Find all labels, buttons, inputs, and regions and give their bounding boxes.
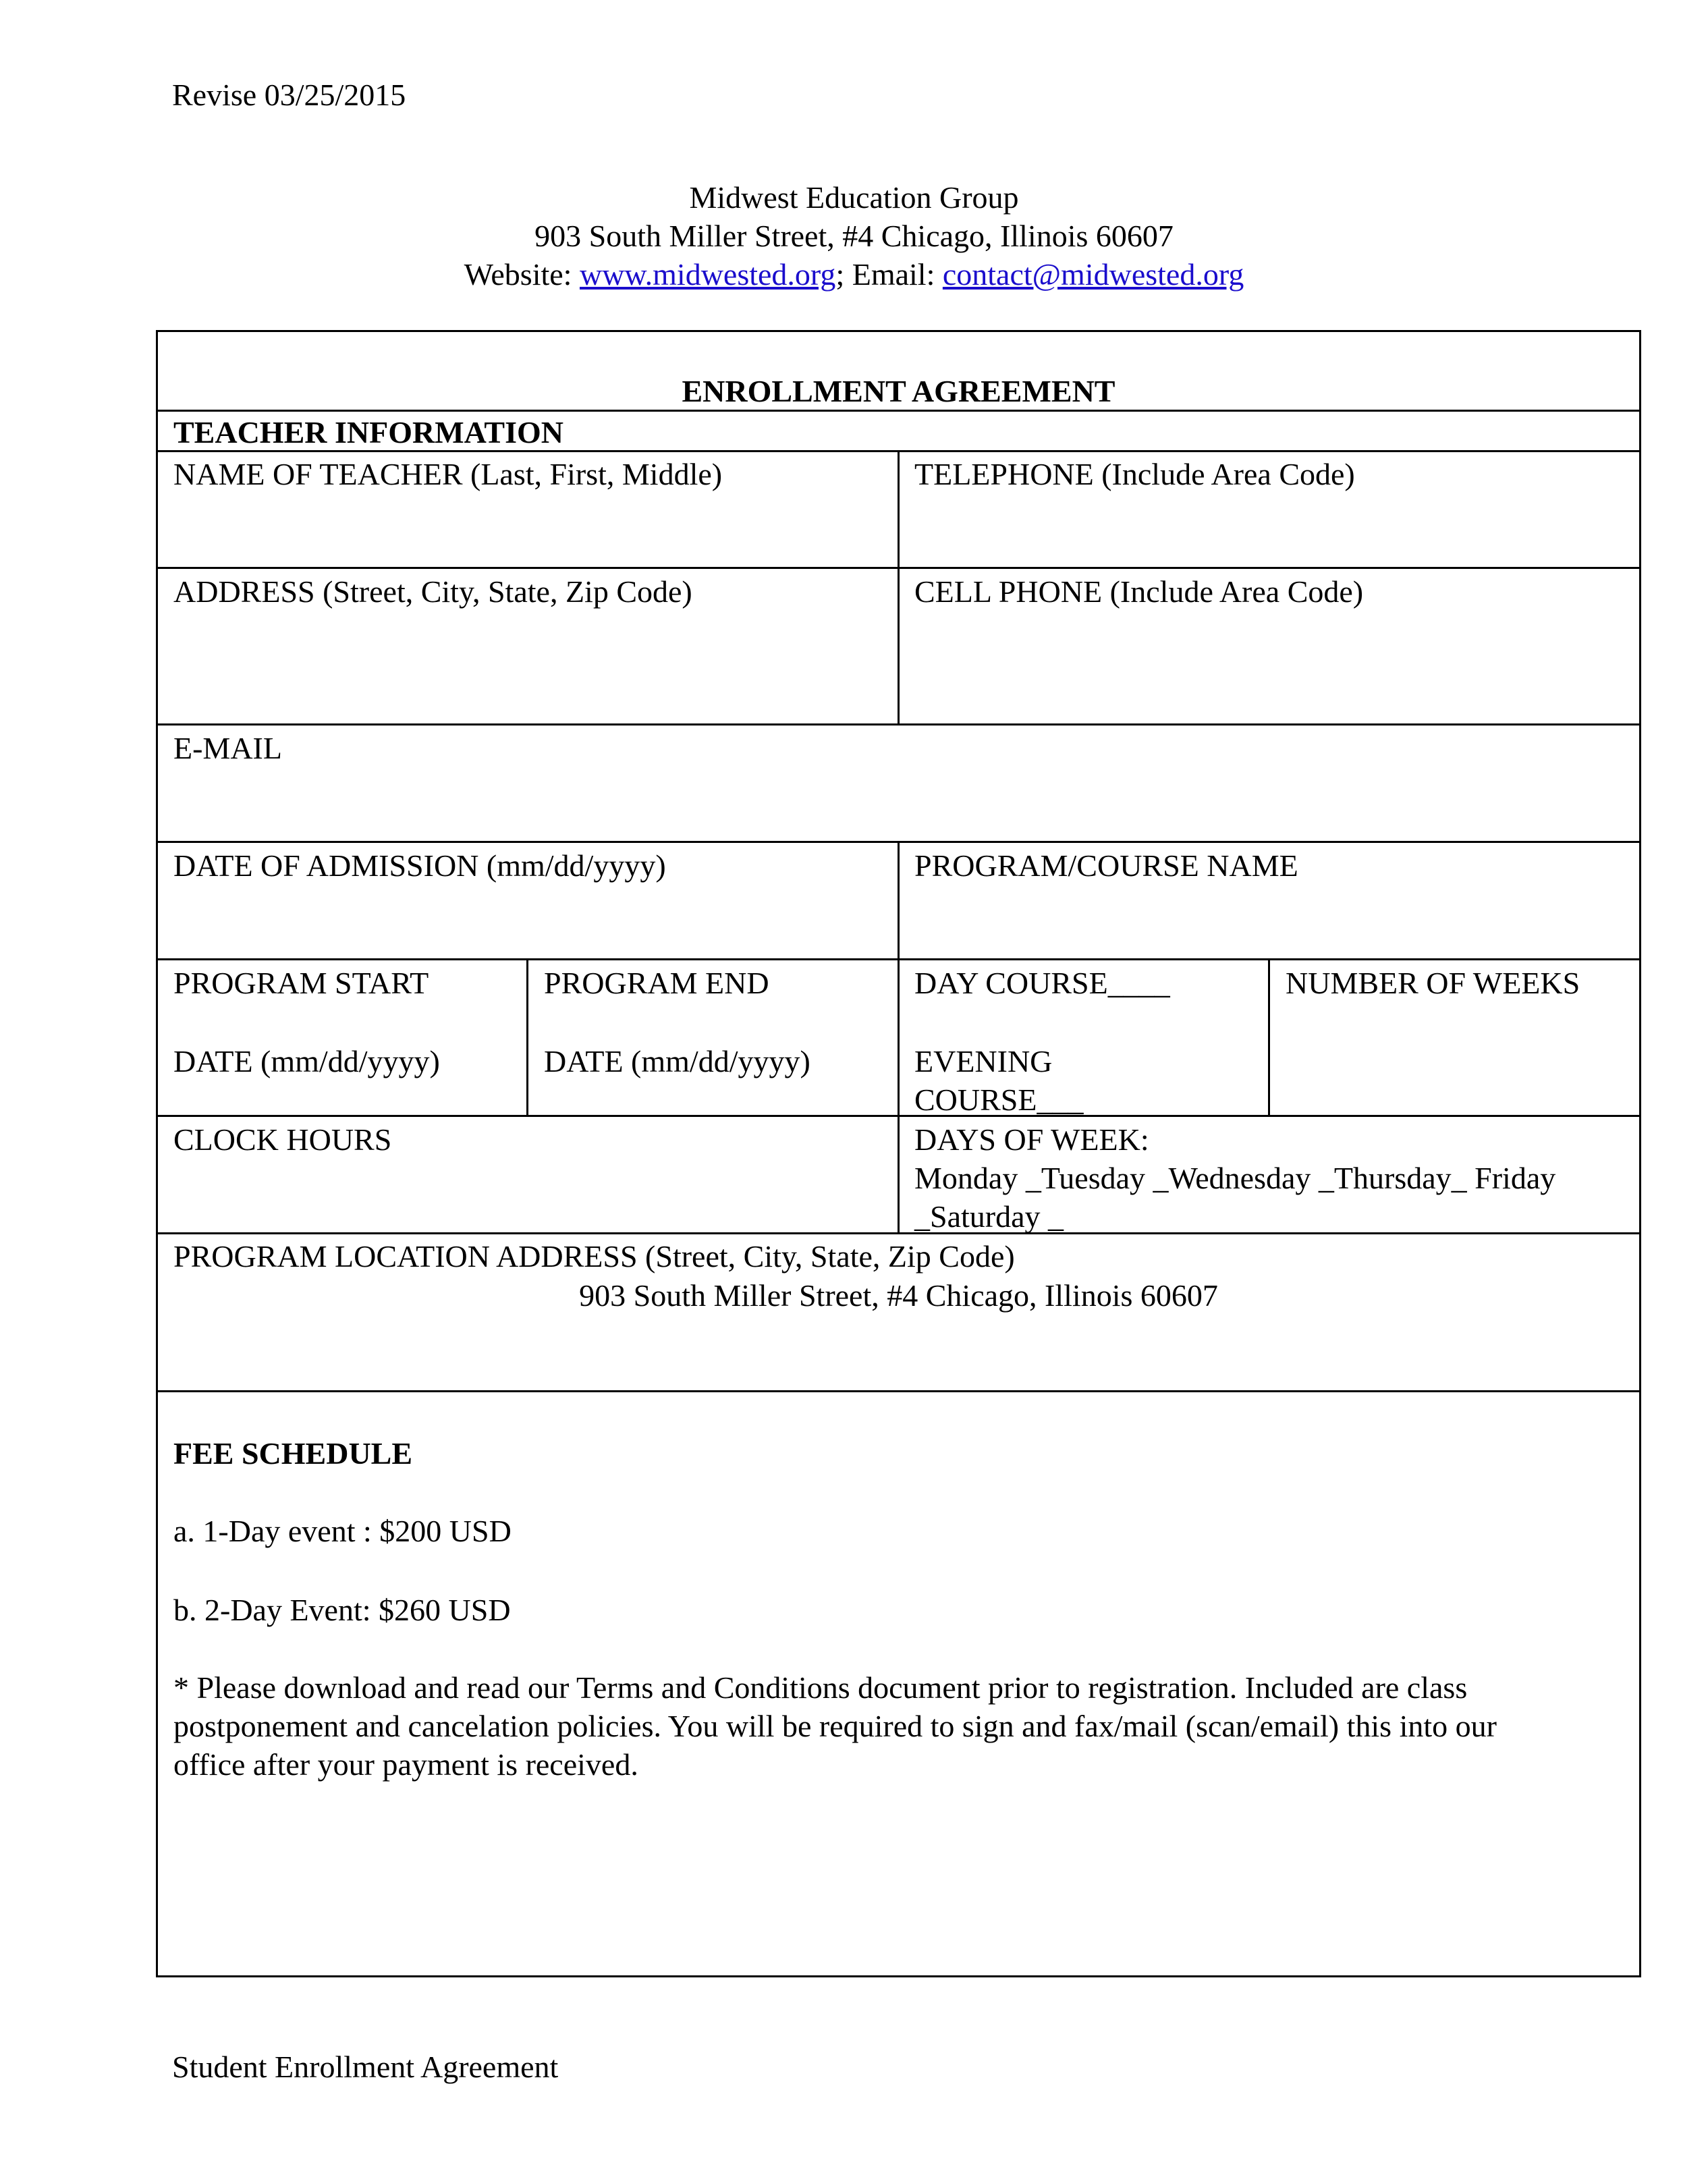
evening-course-option[interactable] — [914, 1042, 1083, 1119]
table-border-bottom — [156, 1975, 1641, 1977]
clock-hours-field[interactable]: CLOCK HOURS — [173, 1122, 392, 1157]
column-divider — [526, 958, 528, 1115]
email-prefix: ; Email: — [835, 257, 943, 292]
org-name: Midwest Education Group — [689, 180, 1019, 215]
terms-note — [173, 1668, 1497, 1784]
program-start-label: PROGRAM START — [173, 966, 429, 1000]
terms-note-line3: office after your payment is received. — [173, 1747, 638, 1782]
admission-date-field[interactable]: DATE OF ADMISSION (mm/dd/yyyy) — [173, 848, 666, 883]
program-location-label: PROGRAM LOCATION ADDRESS (Street, City, State, Zip Code) — [173, 1239, 1015, 1273]
table-border-top — [156, 330, 1641, 332]
contact-line — [0, 255, 1708, 294]
column-divider — [1268, 958, 1270, 1115]
page-footer: Student Enrollment Agreement — [172, 2050, 559, 2084]
telephone-field[interactable]: TELEPHONE (Include Area Code) — [914, 457, 1355, 491]
row-divider — [156, 723, 1641, 725]
table-border-right — [1639, 330, 1641, 1977]
days-of-week-label: DAYS OF WEEK: — [914, 1122, 1149, 1157]
program-end-date-field[interactable]: DATE (mm/dd/yyyy) — [544, 1044, 810, 1078]
website-link[interactable]: www.midwested.org — [579, 257, 836, 292]
row-divider — [156, 1390, 1641, 1392]
section-title: TEACHER INFORMATION — [173, 415, 564, 449]
terms-note-line1: * Please download and read our Terms and Conditions document prior to registration. Included are class — [173, 1670, 1468, 1705]
number-of-weeks-field[interactable]: NUMBER OF WEEKS — [1286, 966, 1580, 1000]
days-options-line2: _Saturday _ — [914, 1199, 1064, 1234]
program-start-date-field[interactable]: DATE (mm/dd/yyyy) — [173, 1044, 440, 1078]
cell-phone-field[interactable]: CELL PHONE (Include Area Code) — [914, 574, 1364, 609]
address-field[interactable]: ADDRESS (Street, City, State, Zip Code) — [173, 574, 692, 609]
program-location-value: 903 South Miller Street, #4 Chicago, Illinois 60607 — [579, 1278, 1218, 1313]
program-name-field[interactable]: PROGRAM/COURSE NAME — [914, 848, 1298, 883]
column-divider — [898, 450, 900, 723]
column-divider — [898, 841, 900, 1232]
days-of-week-field[interactable] — [914, 1120, 1555, 1236]
email-link[interactable]: contact@midwested.org — [942, 257, 1244, 292]
program-end-label: PROGRAM END — [544, 966, 769, 1000]
fee-schedule-title: FEE SCHEDULE — [173, 1436, 413, 1471]
letterhead — [0, 178, 1708, 294]
website-prefix: Website: — [464, 257, 580, 292]
evening-course-line1: EVENING — [914, 1044, 1053, 1078]
email-field[interactable]: E-MAIL — [173, 731, 282, 765]
evening-course-line2: COURSE___ — [914, 1082, 1084, 1117]
teacher-name-field[interactable]: NAME OF TEACHER (Last, First, Middle) — [173, 457, 723, 491]
revision-date: Revise 03/25/2015 — [172, 78, 406, 112]
fee-item-1-day: a. 1-Day event : $200 USD — [173, 1514, 512, 1548]
days-options-line1: Monday _Tuesday _Wednesday _Thursday_ Friday — [914, 1161, 1556, 1195]
fee-item-2-day: b. 2-Day Event: $260 USD — [173, 1593, 511, 1627]
org-address: 903 South Miller Street, #4 Chicago, Illinois 60607 — [534, 219, 1174, 253]
form-title: ENROLLMENT AGREEMENT — [682, 374, 1115, 408]
day-course-option[interactable]: DAY COURSE____ — [914, 966, 1170, 1000]
terms-note-line2: postponement and cancelation policies. You will be required to sign and fax/mail (scan/email) this into our — [173, 1709, 1497, 1743]
table-border-left — [156, 330, 158, 1977]
